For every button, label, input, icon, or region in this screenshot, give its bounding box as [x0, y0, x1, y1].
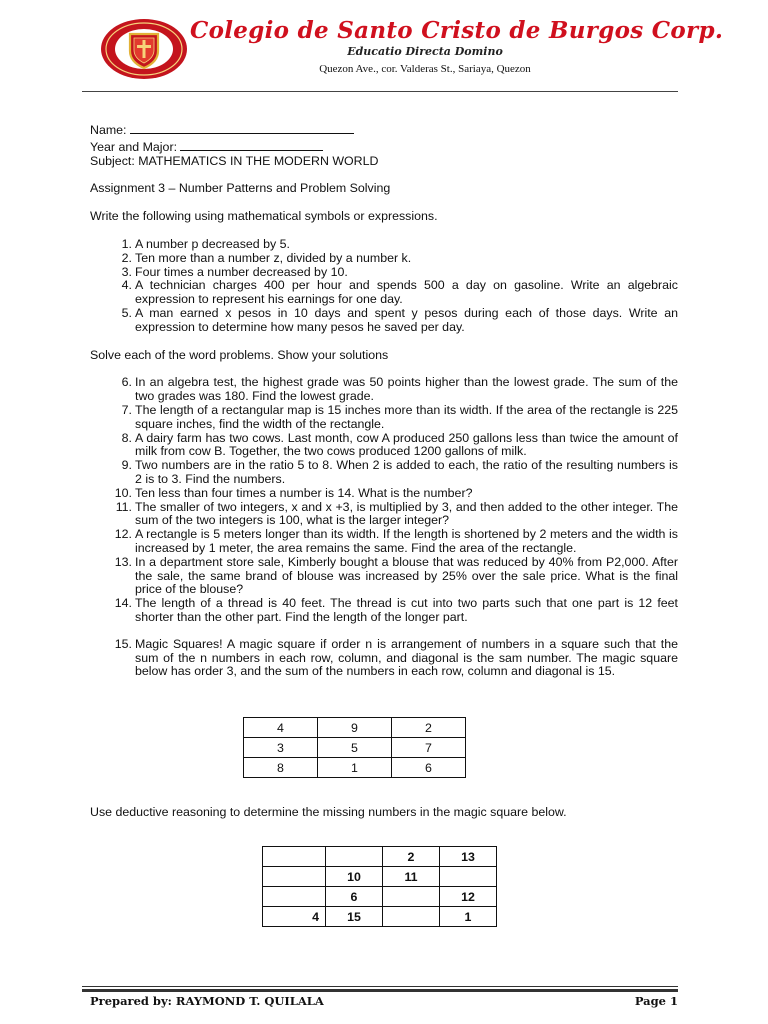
letterhead: [0, 0, 768, 92]
name-blank[interactable]: [130, 121, 354, 134]
list-item: 12. A rectangle is 5 meters longer than its width. If the length is shortened by 2 meters and the width is increased by 1 meter, the area remains the same. Find the area of the rectangle.: [114, 527, 678, 555]
table-cell: 6: [326, 887, 383, 907]
header-divider: [82, 91, 678, 92]
table-cell[interactable]: [326, 847, 383, 867]
list-item: 15. Magic Squares! A magic square if order n is arrangement of numbers in a square such that the sum of the n numbers in each row, column, and diagonal is the sam number. The magic square below has order 3, and the sum of the numbers in each row, column and diagonal is 15.: [114, 636, 678, 679]
list-item: 13. In a department store sale, Kimberly bought a blouse that was reduced by 40% from P2,000. After the sale, the same brand of blouse was increased by 25% over the sale price. What is the final price of the blouse?: [114, 554, 678, 597]
table-row: [244, 738, 466, 758]
list-item: 8. A dairy farm has two cows. Last month, cow A produced 250 gallons less than twice the amount of milk from cow B. Together, the two cows produced 1200 gallons of milk.: [121, 430, 678, 459]
section2-list: [90, 376, 678, 624]
table-cell: 6: [392, 758, 466, 778]
table-cell[interactable]: [263, 867, 326, 887]
footer-divider-thick: [82, 989, 678, 992]
table-cell: 7: [392, 738, 466, 758]
magic-square-intro: [90, 638, 678, 679]
year-major-field: [90, 138, 678, 155]
school-motto: Educatio Directa Domino: [347, 45, 503, 58]
name-label: Name:: [90, 123, 127, 137]
prepared-by: Prepared by: RAYMOND T. QUILALA: [90, 994, 324, 1008]
year-major-blank[interactable]: [180, 138, 323, 151]
table-row: [263, 847, 497, 867]
school-seal-logo: [100, 18, 188, 80]
table-cell: 13: [440, 847, 497, 867]
table-row: [244, 718, 466, 738]
table-row: [263, 887, 497, 907]
list-item: 6. In an algebra test, the highest grade was 50 points higher than the lowest grade. The sum of the two grades was 180. Find the lowest grade.: [121, 375, 678, 404]
table-cell[interactable]: [263, 847, 326, 867]
table-cell: 2: [383, 847, 440, 867]
table-cell: 15: [326, 907, 383, 927]
table-row: [244, 758, 466, 778]
magic-square-example: [243, 717, 466, 778]
assignment-title: Assignment 3 – Number Patterns and Problem Solving: [90, 181, 391, 196]
magic-square-puzzle: [262, 846, 497, 927]
list-item: 9. Two numbers are in the ratio 5 to 8. When 2 is added to each, the ratio of the resulting numbers is 2 is to 3. Find the numbers.: [121, 458, 678, 486]
year-major-label: Year and Major:: [90, 139, 178, 154]
section3-instruction: Use deductive reasoning to determine the missing numbers in the magic square below.: [90, 805, 567, 819]
table-cell: 1: [318, 758, 392, 778]
school-name: Colegio de Santo Cristo de Burgos Corp.: [190, 17, 724, 44]
table-cell[interactable]: [383, 907, 440, 927]
list-item: 1. A number p decreased by 5.: [121, 236, 290, 251]
table-cell: 1: [440, 907, 497, 927]
section2-instruction: Solve each of the word problems. Show your solutions: [90, 347, 389, 362]
list-item: 7. The length of a rectangular map is 15 inches more than its width. If the area of the rectangle is 225 square inches, find the width of the rectangle.: [121, 402, 678, 431]
list-item: 2. Ten more than a number z, divided by a number k.: [121, 250, 412, 265]
table-cell: 3: [244, 738, 318, 758]
table-cell: 2: [392, 718, 466, 738]
table-cell[interactable]: [440, 867, 497, 887]
table-cell[interactable]: [383, 887, 440, 907]
table-cell: 10: [326, 867, 383, 887]
table-cell[interactable]: [263, 887, 326, 907]
page-number: Page 1: [634, 994, 678, 1008]
table-cell: 8: [244, 758, 318, 778]
table-row: [263, 907, 497, 927]
table-cell: 4: [244, 718, 318, 738]
list-item: 3. Four times a number decreased by 10.: [121, 264, 348, 279]
table-cell: 4: [263, 907, 326, 927]
table-cell: 12: [440, 887, 497, 907]
footer-divider-thin: [82, 986, 678, 987]
list-item: 11. The smaller of two integers, x and x +3, is multiplied by 3, and then added to the other integer. The sum of the two integers is 100, what is the larger integer?: [115, 499, 678, 528]
section1-list: [90, 238, 678, 335]
table-cell: 5: [318, 738, 392, 758]
list-item: 14. The length of a thread is 40 feet. The thread is cut into two parts such that one part is 12 feet shorter than the other part. Find the length of the longer part.: [114, 596, 678, 624]
list-item: 4. A technician charges 400 per hour and spends 500 a day on gasoline. Write an algebraic expression to represent his earnings for one day.: [121, 278, 678, 307]
table-row: [263, 867, 497, 887]
table-cell: 11: [383, 867, 440, 887]
school-address: Quezon Ave., cor. Valderas St., Sariaya, Quezon: [319, 63, 531, 75]
table-cell: 9: [318, 718, 392, 738]
section1-instruction: Write the following using mathematical symbols or expressions.: [90, 209, 438, 224]
list-item: 5. A man earned x pesos in 10 days and spent y pesos during each of those days. Write an expression to determine how many pesos he saved per day.: [121, 305, 678, 334]
name-field: [90, 121, 678, 138]
subject-line: Subject: MATHEMATICS IN THE MODERN WORLD: [90, 153, 379, 168]
list-item: 10. Ten less than four times a number is 14. What is the number?: [114, 485, 473, 500]
assignment-body: [90, 121, 678, 679]
